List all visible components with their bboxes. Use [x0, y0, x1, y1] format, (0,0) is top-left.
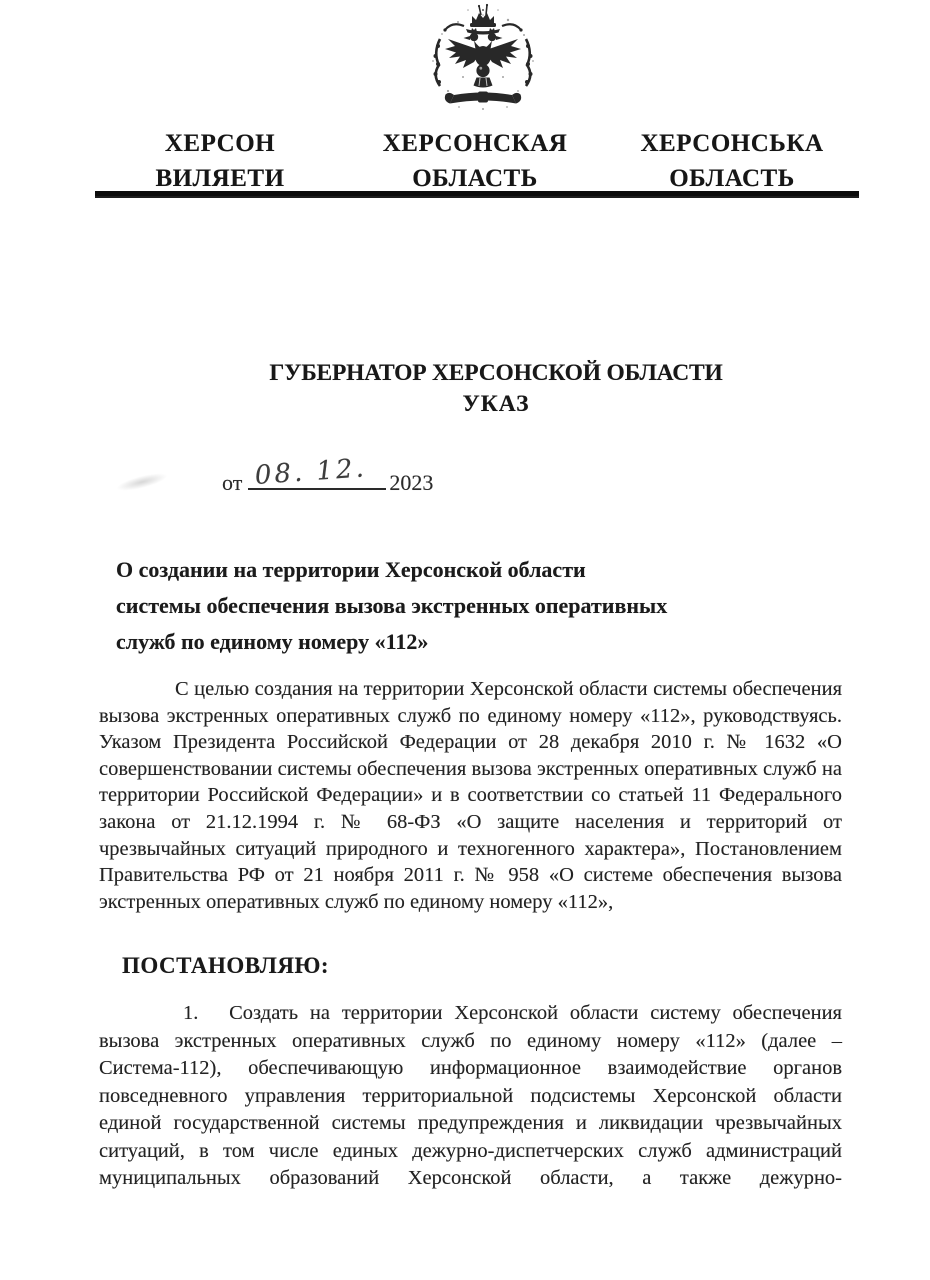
document-heading — [115, 358, 877, 420]
decree-subject-line: системы обеспечения вызова экстренных оперативных — [116, 593, 668, 618]
region-name-col-1 — [95, 126, 345, 196]
decree-item-1: 1. Создать на территории Херсонской области систему обеспечения вызова экстренных оперативных служб по единому номеру «112» (далее – Система-112), обеспечивающую информационное взаимодействие органов повседневного управления территориальной подсистемы Херсонской области единой государственной системы предупреждения и ликвидации чрезвычайных ситуаций, в том числе единых дежурно-диспетчерских служб администраций муниципальных образований Херсонской области, а также дежурно- — [99, 1002, 842, 1189]
authority-title: ГУБЕРНАТОР ХЕРСОНСКОЙ ОБЛАСТИ — [269, 360, 723, 386]
scan-artifact-smudge — [115, 470, 168, 494]
document-type: УКАЗ — [462, 391, 530, 417]
region-name-line: ХЕРСОН — [164, 130, 276, 157]
date-prefix: от — [222, 470, 243, 495]
region-name-col-3 — [605, 126, 859, 196]
region-name-line: ОБЛАСТЬ — [412, 165, 538, 192]
letterhead-region-names — [95, 126, 859, 196]
decree-subject — [116, 552, 736, 660]
region-name-line: ОБЛАСТЬ — [669, 165, 795, 192]
region-name-line: ВИЛЯЕТИ — [155, 165, 285, 192]
date-year: 2023 — [389, 470, 434, 495]
coat-of-arms-double-headed-eagle-icon — [428, 3, 538, 115]
letterhead-divider-rule — [95, 191, 859, 198]
handwritten-date: 08. 12. — [254, 453, 369, 491]
preamble-paragraph: С целью создания на территории Херсонской области системы обеспечения вызова экстренных оперативных служб по единому номеру «112», руководствуясь. Указом Президента Российской Федерации от 28 декабря 2010 г. № 1632 «О совершенствовании системы обеспечения вызова экстренных оперативных служб на территории Российской Федерации» и в соответствии со статьей 11 Федерального закона от 21.12.1994 г. № 68-ФЗ «О защите населения и территорий от чрезвычайных ситуаций природного и техногенного характера», Постановлением Правительства РФ от 21 ноября 2011 г. № 958 «О системе обеспечения вызова экстренных оперативных служб по единому номеру «112», — [99, 678, 842, 913]
date-line — [222, 453, 434, 496]
region-name-line: ХЕРСОНСКАЯ — [382, 130, 568, 157]
date-underline — [248, 453, 386, 491]
region-name-col-2 — [345, 126, 605, 196]
resolution-word: ПОСТАНОВЛЯЮ: — [122, 953, 330, 978]
decree-subject-line: О создании на территории Херсонской области — [116, 557, 586, 582]
decree-subject-line: служб по единому номеру «112» — [116, 629, 429, 654]
region-name-line: ХЕРСОНСЬКА — [640, 130, 824, 157]
